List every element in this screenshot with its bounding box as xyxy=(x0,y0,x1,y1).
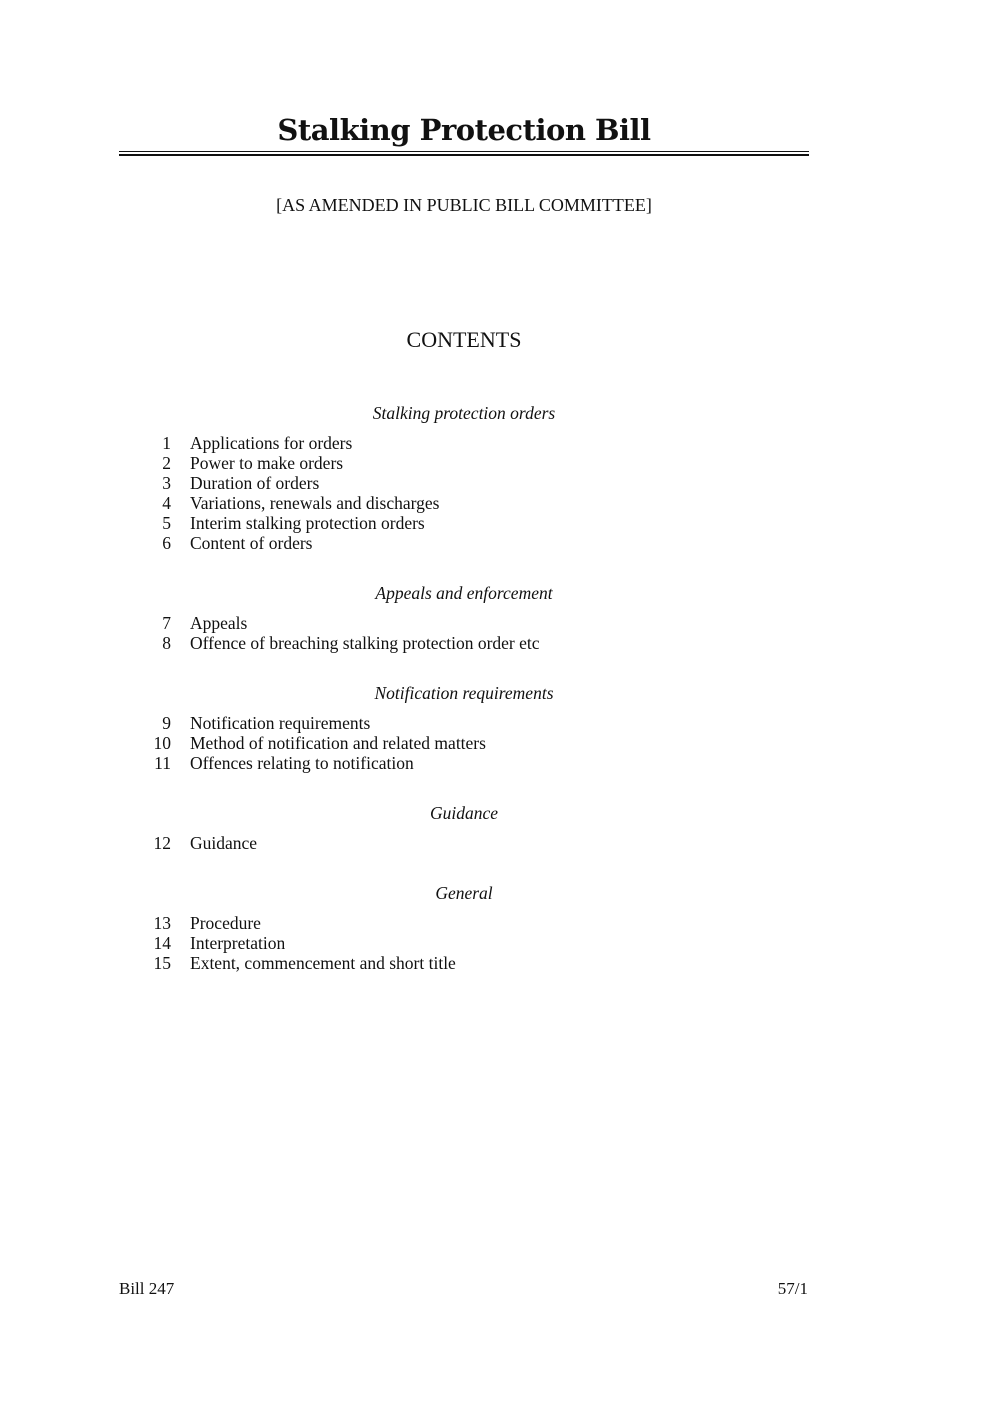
clause-number: 12 xyxy=(153,833,171,853)
toc-section xyxy=(119,583,809,653)
clause-title: Offences relating to notification xyxy=(190,753,414,773)
toc-entry[interactable] xyxy=(119,713,809,733)
toc-entry[interactable] xyxy=(119,613,809,633)
toc-entry[interactable] xyxy=(119,733,809,753)
title-rule-thin xyxy=(119,151,809,152)
section-heading: Appeals and enforcement xyxy=(375,583,553,603)
toc-entry[interactable] xyxy=(119,533,809,553)
toc-section xyxy=(119,803,809,853)
table-of-contents xyxy=(119,403,809,973)
clause-title: Content of orders xyxy=(190,533,313,553)
clause-number: 1 xyxy=(162,433,171,453)
toc-entry[interactable] xyxy=(119,633,809,653)
clause-title: Procedure xyxy=(190,913,261,933)
toc-entry[interactable] xyxy=(119,453,809,473)
title-rule-thick xyxy=(119,154,809,156)
clause-title: Power to make orders xyxy=(190,453,344,473)
clause-number: 5 xyxy=(162,513,171,533)
clause-number: 9 xyxy=(162,713,171,733)
document-subtitle: [AS AMENDED IN PUBLIC BILL COMMITTEE] xyxy=(276,195,652,215)
clause-title: Variations, renewals and discharges xyxy=(190,493,440,513)
clause-number: 4 xyxy=(162,493,171,513)
page-reference: 57/1 xyxy=(777,1279,808,1298)
toc-entry[interactable] xyxy=(119,753,809,773)
toc-entry[interactable] xyxy=(119,953,809,973)
toc-section xyxy=(119,403,809,553)
clause-title: Method of notification and related matters xyxy=(190,733,486,753)
clause-title: Applications for orders xyxy=(190,433,353,453)
bill-number: Bill 247 xyxy=(119,1279,175,1298)
clause-title: Guidance xyxy=(190,833,258,853)
clause-title: Appeals xyxy=(190,613,248,633)
section-heading: Notification requirements xyxy=(374,683,554,703)
toc-section xyxy=(119,683,809,773)
clause-title: Offence of breaching stalking protection order etc xyxy=(190,633,540,653)
toc-entry[interactable] xyxy=(119,933,809,953)
toc-entry[interactable] xyxy=(119,513,809,533)
clause-title: Interpretation xyxy=(190,933,286,953)
clause-number: 3 xyxy=(162,473,171,493)
clause-title: Duration of orders xyxy=(190,473,320,493)
clause-number: 14 xyxy=(153,933,171,953)
clause-title: Extent, commencement and short title xyxy=(190,953,456,973)
document-title: Stalking Protection Bill xyxy=(277,113,651,147)
clause-number: 15 xyxy=(153,953,171,973)
clause-title: Interim stalking protection orders xyxy=(190,513,425,533)
contents-heading: CONTENTS xyxy=(406,327,522,352)
toc-entry[interactable] xyxy=(119,473,809,493)
toc-entry[interactable] xyxy=(119,493,809,513)
clause-number: 7 xyxy=(162,613,171,633)
section-heading: Guidance xyxy=(429,803,499,823)
section-heading: Stalking protection orders xyxy=(372,403,556,423)
clause-title: Notification requirements xyxy=(190,713,371,733)
clause-number: 8 xyxy=(162,633,171,653)
clause-number: 11 xyxy=(154,753,171,773)
toc-section xyxy=(119,883,809,973)
clause-number: 6 xyxy=(162,533,171,553)
toc-entry[interactable] xyxy=(119,433,809,453)
clause-number: 10 xyxy=(153,733,171,753)
toc-entry[interactable] xyxy=(119,833,809,853)
clause-number: 13 xyxy=(153,913,171,933)
toc-entry[interactable] xyxy=(119,913,809,933)
section-heading: General xyxy=(435,883,493,903)
clause-number: 2 xyxy=(162,453,171,473)
